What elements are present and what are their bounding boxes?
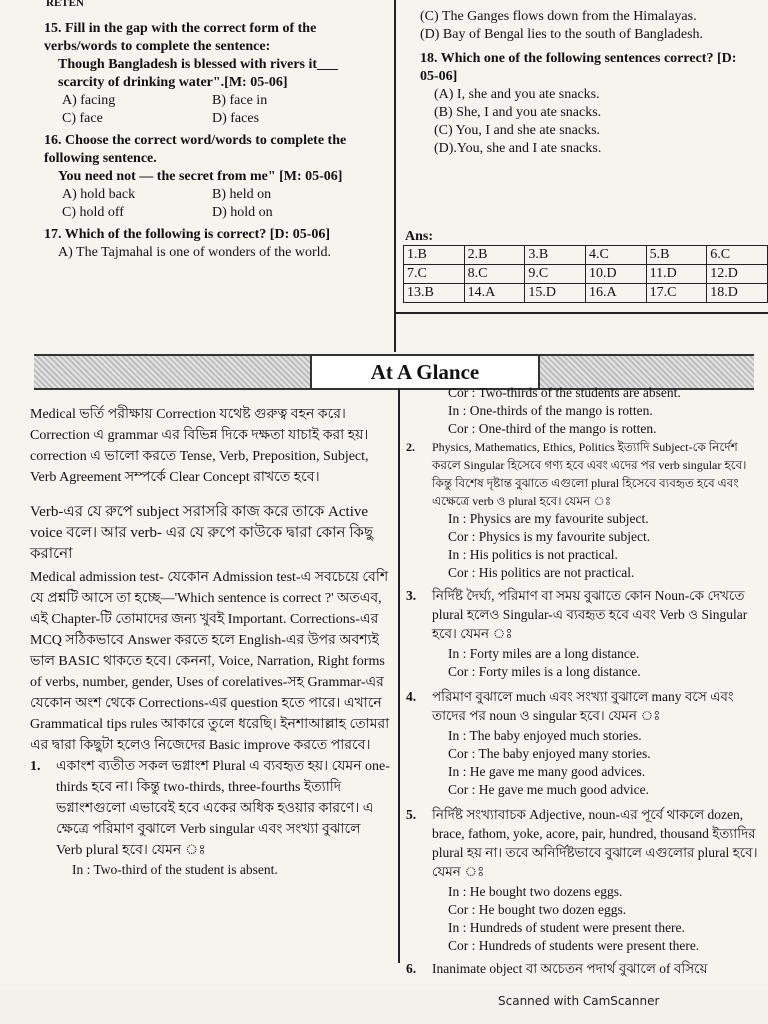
rule-5-example: In : He bought two dozens eggs. xyxy=(448,884,623,899)
header-fragment: RETEN xyxy=(46,0,84,9)
answer-cell: 9.C xyxy=(525,265,586,284)
question-15 xyxy=(44,20,379,128)
answer-cell: 8.C xyxy=(464,265,525,284)
answer-cell: 3.B xyxy=(525,246,586,265)
q16-num: 16. xyxy=(44,133,62,148)
q16-quote: You need not — the secret from me" [M: 05-06] xyxy=(58,169,343,184)
q18-option-d: (D).You, she and I ate snacks. xyxy=(434,141,602,156)
answer-cell: 12.D xyxy=(707,265,768,284)
rule-4-example: In : He gave me many good advices. xyxy=(448,764,646,779)
answer-cell: 1.B xyxy=(404,246,465,265)
answer-table xyxy=(403,245,768,303)
rule-4-example: Cor : The baby enjoyed many stories. xyxy=(448,746,651,761)
rule-2-example: Cor : Physics is my favourite subject. xyxy=(448,529,651,544)
q17-num: 17. xyxy=(44,227,62,242)
rule-2-num: 2. xyxy=(406,440,415,454)
q16-option-a: A) hold back xyxy=(62,187,136,202)
rule-item-1 xyxy=(30,756,390,861)
rule-3-num: 3. xyxy=(406,588,417,603)
answer-cell: 11.D xyxy=(646,265,707,284)
q18-text: Which one of the following sentences correct? [D: 05-06] xyxy=(420,51,737,84)
question-16 xyxy=(44,132,379,222)
answer-cell: 4.C xyxy=(585,246,646,265)
answer-row xyxy=(404,246,768,265)
rule-3-text: নির্দিষ্ট দৈর্ঘ্য, পরিমাণ বা সময় বুঝাতে কোন Noun-কে দেখতে plural হলেও Singular-এ ব্যবহৃত হবে এবং Verb ও Singular হবে। যেমন ঃ xyxy=(432,588,748,641)
q16-option-b: B) held on xyxy=(212,187,272,202)
answer-row xyxy=(404,265,768,284)
answers-label: Ans: xyxy=(405,229,434,244)
rule-item-5 xyxy=(406,805,762,881)
rule-item-4 xyxy=(406,687,762,725)
q18-num: 18. xyxy=(420,51,438,66)
answer-cell: 16.A xyxy=(585,284,646,303)
q18-option-c: (C) You, I and she ate snacks. xyxy=(434,123,601,138)
q15-option-c: C) face xyxy=(62,111,103,126)
lower-column-divider xyxy=(398,388,400,963)
rule-2-example: In : His politics is not practical. xyxy=(448,547,618,562)
answer-cell: 18.D xyxy=(707,284,768,303)
question-18 xyxy=(420,50,755,86)
rule-1-example: In : Two-third of the student is absent. xyxy=(72,862,278,877)
lead-example: In : One-thirds of the mango is rotten. xyxy=(448,403,653,418)
q15-text: Fill in the gap with the correct form of the verbs/words to complete the sentence: xyxy=(44,21,317,54)
lead-example: Cor : One-third of the mango is rotten. xyxy=(448,421,657,436)
q16-text: Choose the correct word/words to complete the following sentence. xyxy=(44,133,347,166)
rule-6-num: 6. xyxy=(406,961,417,976)
rule-4-example: Cor : He gave me much good advice. xyxy=(448,782,649,797)
column-divider xyxy=(394,0,396,352)
answer-row xyxy=(404,284,768,303)
q16-option-c: C) hold off xyxy=(62,205,124,220)
left-questions xyxy=(44,20,379,262)
rule-3-example: In : Forty miles are a long distance. xyxy=(448,646,640,661)
rule-item-3 xyxy=(406,586,762,643)
answer-cell: 10.D xyxy=(585,265,646,284)
voice-paragraph: Verb-এর যে রুপে subject সরাসরি কাজ করে তাকে Active voice বলে। আর verb- এর যে রুপে কাউকে দ্বারা কোন কিছু করানো xyxy=(30,504,374,562)
lead-example: Cor : Two-thirds of the students are absent. xyxy=(448,385,681,400)
rule-4-num: 4. xyxy=(406,689,417,704)
q17-text: Which of the following is correct? [D: 05-06] xyxy=(64,227,331,242)
answer-cell: 5.B xyxy=(646,246,707,265)
rule-5-num: 5. xyxy=(406,807,417,822)
answer-cell: 17.C xyxy=(646,284,707,303)
q15-option-d: D) faces xyxy=(212,111,260,126)
rule-6-text: Inanimate object বা অচেতন পদার্থ বুঝালে of বসিয়ে xyxy=(432,961,708,976)
rule-1-num: 1. xyxy=(30,759,41,774)
rule-item-2 xyxy=(406,438,762,510)
question-17 xyxy=(44,226,379,262)
answer-cell: 13.B xyxy=(404,284,465,303)
q15-option-b: B) face in xyxy=(212,93,268,108)
answer-cell: 6.C xyxy=(707,246,768,265)
rule-5-example: In : Hundreds of student were present there. xyxy=(448,920,685,935)
rule-2-text: Physics, Mathematics, Ethics, Politics ইত্যাদি Subject-কে নির্দেশ করলে Singular হিসেবে গণ্য হবে এবং এদের পর verb singular হবে। কিন্তু বিশেষ দৃষ্টান্ত বুঝাতে এগুলো plural হিসেবে ব্যবহৃত হবে এবং এক্ষেত্রে verb ও plural হবে। যেমন ঃ xyxy=(432,440,747,508)
answer-table-bottom-rule xyxy=(394,312,768,314)
q17-option-c: (C) The Ganges flows down from the Himalayas. xyxy=(420,9,697,24)
rule-1-text: একাংশ ব্যতীত সকল ভগ্নাংশ Plural এ ব্যবহৃত হয়। যেমন one-thirds হবে না। কিন্তু two-thirds, three-fourths ইত্যাদি ভগ্নাংশগুলো এভাবেই হবে একের অধিক হওয়ার কারণে। এ ক্ষেত্রে পরিমাণ বুঝালে Verb singular এবং সংখ্যা বুঝালে Verb plural হবে। যেমন ঃ xyxy=(56,759,390,858)
rule-2-example: Cor : His politics are not practical. xyxy=(448,565,635,580)
admission-paragraph: Medical admission test- যেকোন Admission test-এ সবচেয়ে বেশি যে প্রশ্নটি আসে তা হচ্ছে—'Which sentence is correct ?' অতএব, এই Chapter-টি তোমাদের জন্য খুবই Important. Corrections-এর MCQ সঠিকভাবে Answer করতে হলে English-এর উপর অবশ্যই ভাল BASIC থাকতে হবে। কেননা, Voice, Narration, Right forms of verbs, number, gender, Uses of corelatives-সহ Grammar-এর যেকোন অংশ থেকে Corrections-এর question হতে পারে। এখানে Grammatical tips rules আকারে তুলে ধরেছি। ইনশাআল্লাহ তোমরা এর দ্বারা কিছুটা হলেও নিজেদের Basic improve করতে পারবে। xyxy=(30,570,390,753)
q18-option-b: (B) She, I and you ate snacks. xyxy=(434,105,602,120)
q15-num: 15. xyxy=(44,21,62,36)
q17-option-a: A) The Tajmahal is one of wonders of the world. xyxy=(58,245,331,260)
answer-cell: 2.B xyxy=(464,246,525,265)
answer-cell: 7.C xyxy=(404,265,465,284)
answer-cell: 15.D xyxy=(525,284,586,303)
rule-2-example: In : Physics are my favourite subject. xyxy=(448,511,649,526)
rule-3-example: Cor : Forty miles is a long distance. xyxy=(448,664,641,679)
q17-option-d: (D) Bay of Bengal lies to the south of Bangladesh. xyxy=(420,27,704,42)
lower-left-column xyxy=(30,404,390,879)
rule-5-example: Cor : He bought two dozen eggs. xyxy=(448,902,627,917)
answer-cell: 14.A xyxy=(464,284,525,303)
q18-option-a: (A) I, she and you ate snacks. xyxy=(434,87,600,102)
q15-quote: Though Bangladesh is blessed with rivers it___ scarcity of drinking water".[M: 05-06] xyxy=(58,57,339,90)
rule-4-example: In : The baby enjoyed much stories. xyxy=(448,728,642,743)
scanner-watermark: Scanned with CamScanner xyxy=(498,994,660,1008)
right-questions xyxy=(420,8,755,158)
q15-option-a: A) facing xyxy=(62,93,116,108)
rule-item-6 xyxy=(406,959,762,978)
intro-paragraph: Medical ভর্তি পরীক্ষায় Correction যথেষ্ট গুরুত্ব বহন করে। Correction এ grammar এর বিভিন্ন দিকে দক্ষতা যাচাই করা হয়। correction এ ভালো করতে Tense, Verb, Preposition, Subject, Verb Agreement সম্পর্কে Clear Concept রাখতে হবে। xyxy=(30,407,369,485)
rule-5-text: নির্দিষ্ট সংখ্যাবাচক Adjective, noun-এর পূর্বে থাকলে dozen, brace, fathom, yoke, acore, pair, hundred, thousand ইত্যাদির plural হয় না। তবে অনির্দিষ্টভাবে বুঝালে এগুলোর plural হবে। যেমন ঃ xyxy=(432,807,758,879)
rule-4-text: পরিমাণ বুঝালে much এবং সংখ্যা বুঝালে many বসে এবং তাদের পর noun ও singular হবে। যেমন ঃ xyxy=(432,689,734,723)
q16-option-d: D) hold on xyxy=(212,205,273,220)
banner-title: At A Glance xyxy=(310,356,540,388)
lower-right-column xyxy=(406,384,762,978)
rule-5-example: Cor : Hundreds of students were present there. xyxy=(448,938,700,953)
